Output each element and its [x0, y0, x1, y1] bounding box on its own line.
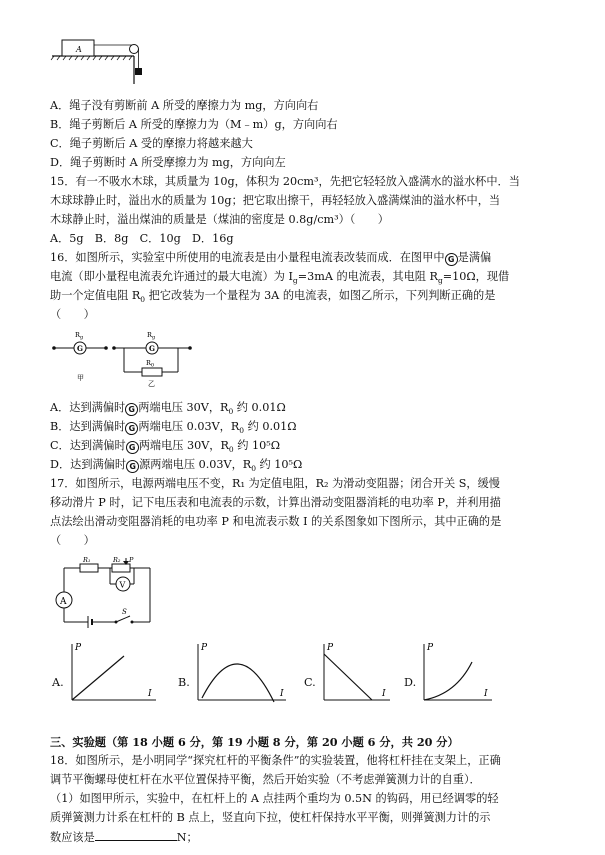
- q16-option-b: [50, 419, 297, 439]
- ammeter-label: A: [60, 597, 67, 607]
- graph-c: [318, 640, 396, 706]
- q16-line-3: [50, 288, 495, 308]
- q16-b-sub: 0: [239, 426, 245, 436]
- q14-pulley-figure: [50, 34, 160, 86]
- q15-line-2: 木球球静止时，溢出水的质量为 10g；把它取出擦干，再轻轻放入盛满煤油的溢水杯中，当: [50, 194, 501, 207]
- q16-sub-0: 0: [140, 295, 146, 305]
- rg-label-yi: $R_g$: [147, 331, 156, 341]
- block-a-label: A: [76, 45, 82, 54]
- graph-c-ylabel: P: [327, 643, 334, 653]
- section-3-heading: 三、实验题（第 18 小题 6 分，第 19 小题 8 分，第 20 小题 6 分，共 20 分）: [50, 735, 459, 749]
- rheostat-r2: [112, 564, 130, 572]
- pulley: [130, 45, 139, 54]
- graph-d-ylabel: P: [427, 643, 434, 653]
- q16-option-a: [50, 400, 286, 420]
- fig-label-yi: 乙: [148, 380, 155, 388]
- q16-c-prefix: C．达到满偏时: [50, 439, 126, 452]
- graph-d: [418, 640, 498, 706]
- q14-option-a: A．绳子没有剪断前 A 所受的摩擦力为 mg，方向向右: [50, 99, 319, 112]
- q15-line-3: 木球静止时，溢出煤油的质量是（煤油的密度是 0.8g/cm³）（ ）: [50, 213, 389, 226]
- q18-line-3: （1）如图甲所示，实验中，在杠杆上的 A 点挂两个重均为 0.5N 的钩码，用已经调零的轻: [50, 792, 499, 805]
- q17-line-2: 移动滑片 P 时，记下电压表和电流表的示数，计算出滑动变阻器消耗的电功率 P，并利用描: [50, 496, 501, 509]
- resistor-r1: [80, 564, 98, 572]
- q16-a-tail: 约 0.01Ω: [233, 401, 286, 414]
- q16-line-3b: 把它改装为一个量程为 3A 的电流表，如图乙所示，下列判断正确的是: [145, 289, 496, 302]
- q16-option-c: [50, 438, 280, 458]
- q16-line-2: [50, 269, 509, 289]
- hanging-weight: [135, 68, 142, 75]
- q18-line-1: 18．如图所示，是小明同学“探究杠杆的平衡条件”的实验装置，他将杠杆挂在支架上，正确: [50, 754, 501, 767]
- galvanometer-icon: G: [125, 403, 138, 416]
- q16-line-4: （ ）: [50, 308, 95, 321]
- q16-c-sub: 0: [228, 445, 234, 455]
- q14-option-b: B．绳子剪断后 A 所受的摩擦力为（M﹣m）g，方向向右: [50, 118, 338, 131]
- q16-line-2b: =3mA 的电流表，其电阻 R: [297, 270, 438, 283]
- r1-label: R₁: [83, 556, 91, 564]
- q16-d-suffix: 源两端电压 0.03V，R: [139, 458, 252, 471]
- graph-b-ylabel: P: [201, 643, 208, 653]
- q18-line-4: 质弹簧测力计系在杠杆的 B 点上，竖直向下拉，使杠杆保持水平平衡，则弹簧测力计的示: [50, 811, 491, 824]
- q15-line-1: 15．有一不吸水木球，其质量为 10g，体积为 20cm³，先把它轻轻放入盛满水的溢水杯中．当: [50, 175, 520, 188]
- graph-d-xlabel: I: [484, 689, 488, 699]
- q17-circuit-figure: [50, 556, 160, 632]
- q18-line-5-prefix: 数应该是: [50, 831, 95, 844]
- graph-b-xlabel: I: [280, 689, 284, 699]
- graph-d-curve: [424, 662, 472, 700]
- answer-blank[interactable]: [95, 829, 177, 841]
- q16-d-tail: 约 10⁵Ω: [256, 458, 303, 471]
- graph-a-curve: [72, 656, 124, 700]
- q14-option-d: D．绳子剪断时 A 所受摩擦力为 mg，方向向左: [50, 156, 286, 169]
- gauge-letter-yi: G: [149, 344, 155, 353]
- q16-line-1a: 16．如图所示，实验室中所使用的电流表是由小量程电流表改装而成．在图甲中: [50, 251, 445, 264]
- fig-label-jia: 甲: [77, 374, 84, 382]
- q14-option-c: C．绳子剪断后 A 受的摩擦力将越来越大: [50, 137, 253, 150]
- galvanometer-icon: G: [445, 253, 458, 266]
- rg-label-jia: $R_g$: [75, 331, 84, 341]
- q17-line-4: （ ）: [50, 534, 95, 547]
- q16-line-2a: 电流（即小量程电流表允许通过的最大电流）为 I: [50, 270, 293, 283]
- q16-d-sub: 0: [251, 464, 256, 474]
- q16-c-tail: 约 10⁵Ω: [233, 439, 280, 452]
- resistor-r0: [142, 368, 162, 376]
- q16-line-1: [50, 250, 491, 266]
- graph-a-label: A.: [52, 676, 64, 689]
- q16-line-1b: 是满偏: [457, 251, 492, 264]
- q16-a-prefix: A．达到满偏时: [50, 401, 126, 414]
- r2-label: R₂: [113, 556, 121, 564]
- q16-circuit-figure: [50, 328, 220, 396]
- q16-sub-g2: g: [437, 276, 443, 286]
- q16-line-3a: 助一个定值电阻 R: [50, 289, 141, 302]
- q16-c-suffix: 两端电压 30V，R: [138, 439, 229, 452]
- graph-b-curve: [202, 664, 274, 702]
- q18-line-2: 调节平衡螺母使杠杆在水平位置保持平衡，然后开始实验（不考虑弹簧测力计的自重）．: [50, 773, 481, 786]
- q18-line-5: [50, 829, 198, 846]
- q16-b-prefix: B．达到满偏时: [50, 420, 126, 433]
- q16-option-d: [50, 457, 302, 477]
- q16-a-suffix: 两端电压 30V，R: [138, 401, 229, 414]
- q16-line-2c: =10Ω，现借: [442, 270, 510, 283]
- q16-b-tail: 约 0.01Ω: [244, 420, 297, 433]
- galvanometer-icon: G: [126, 441, 139, 454]
- switch-label: S: [122, 608, 127, 616]
- q16-a-sub: 0: [228, 407, 234, 417]
- galvanometer-icon: G: [126, 460, 139, 473]
- q15-options: A．5g B．8g C．10g D．16g: [50, 232, 234, 245]
- graph-a-xlabel: I: [148, 689, 152, 699]
- graph-b: [192, 640, 292, 706]
- q17-line-3: 点法绘出滑动变阻器消耗的电功率 P 和电流表示数 I 的关系图象如下图所示，其中正确的是: [50, 515, 502, 528]
- galvanometer-icon: G: [125, 422, 138, 435]
- graph-a: [66, 640, 162, 706]
- graph-b-label: B.: [178, 676, 190, 689]
- q16-sub-g1: g: [292, 276, 298, 286]
- voltmeter-label: V: [119, 580, 126, 590]
- q17-line-1: 17．如图所示，电源两端电压不变，R₁ 为定值电阻，R₂ 为滑动变阻器；闭合开关 S，缓慢: [50, 477, 500, 490]
- q18-line-5-suffix: N；: [176, 831, 198, 844]
- gauge-letter-jia: G: [77, 344, 83, 353]
- graph-a-ylabel: P: [75, 643, 82, 653]
- slider-label: P: [129, 556, 134, 564]
- r0-label: $R_0$: [146, 359, 155, 369]
- graph-d-label: D.: [404, 676, 417, 689]
- graph-c-curve: [324, 654, 372, 700]
- graph-c-xlabel: I: [382, 689, 386, 699]
- graph-c-label: C.: [304, 676, 316, 689]
- q16-d-prefix: D．达到满偏时: [50, 458, 127, 471]
- q16-b-suffix: 两端电压 0.03V，R: [138, 420, 240, 433]
